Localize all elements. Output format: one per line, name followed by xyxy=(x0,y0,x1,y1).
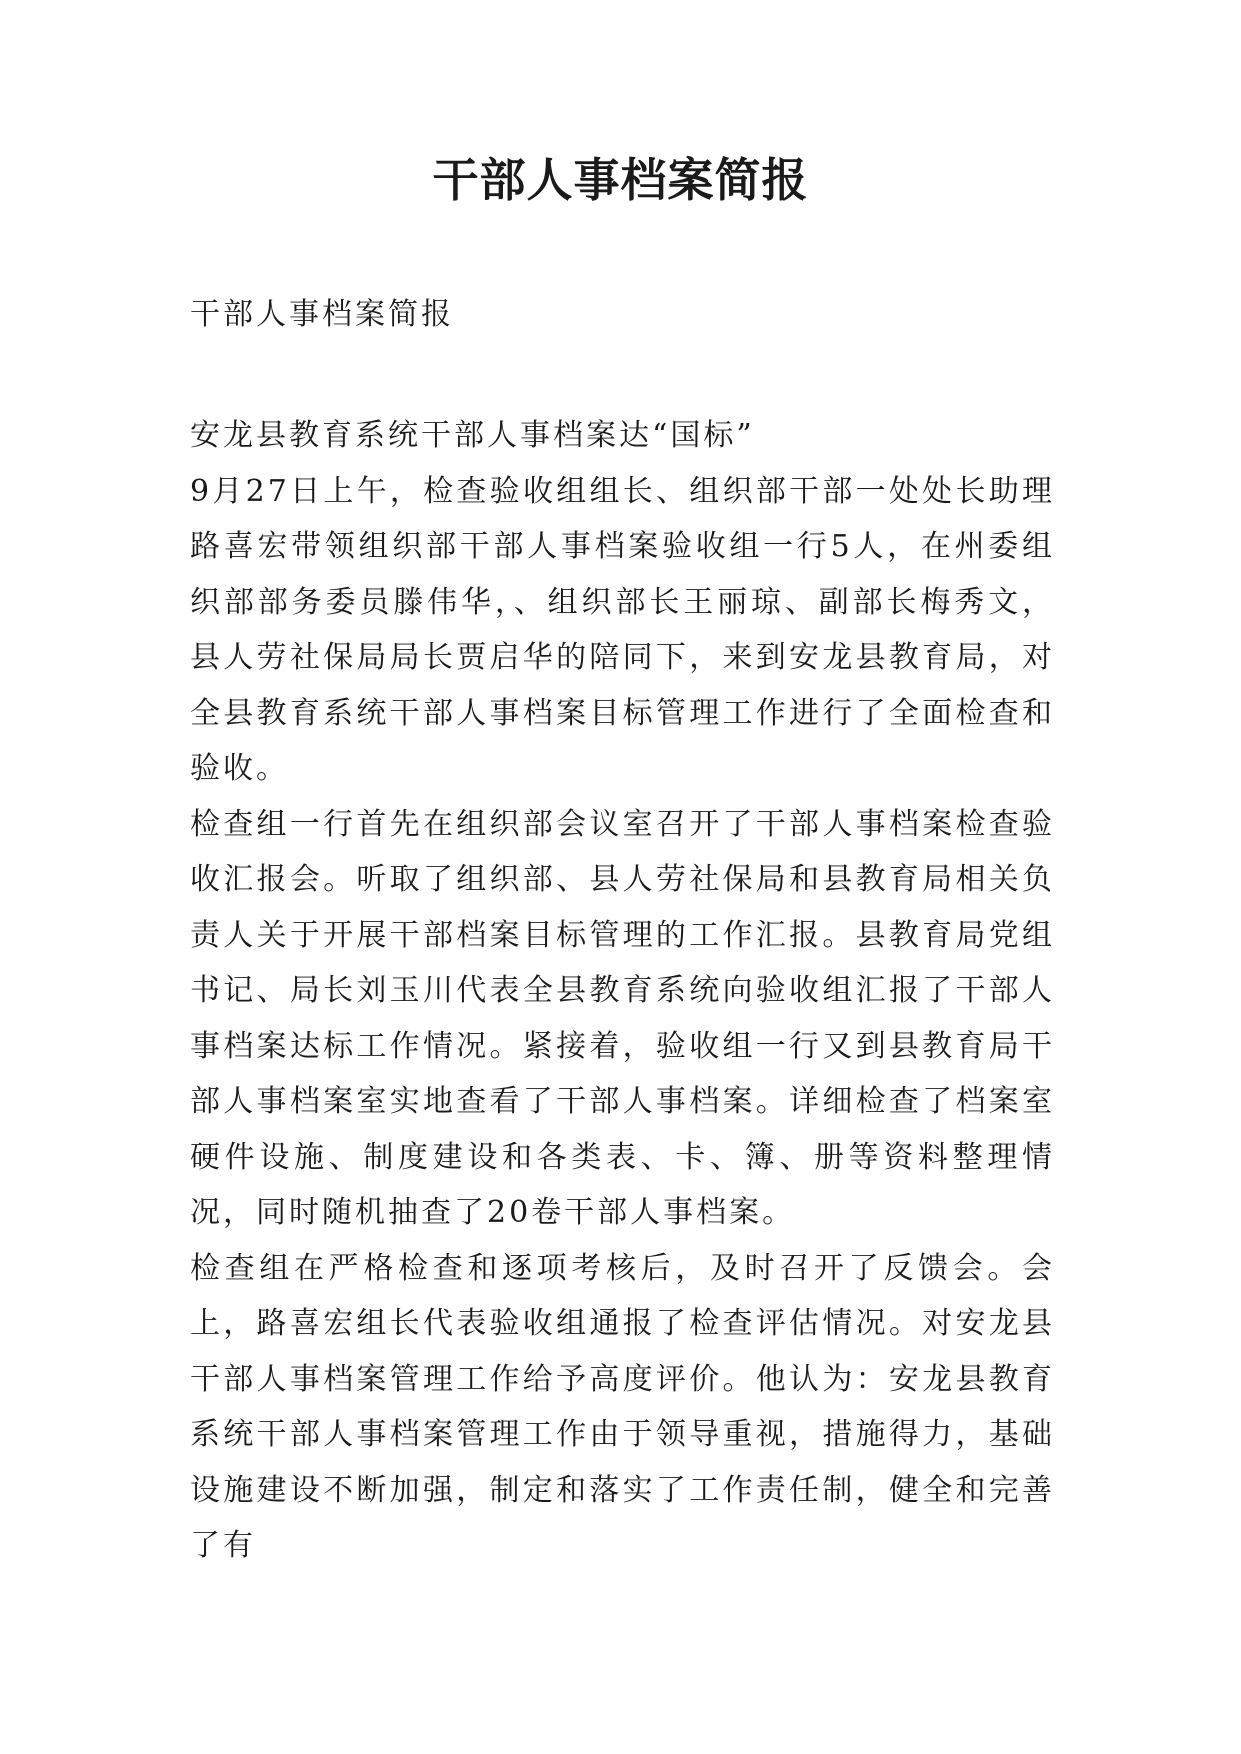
paragraph-heading: 安龙县教育系统干部人事档案达“国标” xyxy=(190,418,755,453)
document-body xyxy=(190,408,1055,1574)
document-title: 干部人事档案简报 xyxy=(432,153,809,207)
document-subtitle: 干部人事档案简报 xyxy=(190,297,454,332)
paragraph: 检查组在严格检查和逐项考核后，及时召开了反馈会。会上，路喜宏组长代表验收组通报了检查评估情况。对安龙县干部人事档案管理工作给予高度评价。他认为：安龙县教育系统干部人事档案管理工作由于领导重视，措施得力，基础设施建设不断加强，制定和落实了工作责任制，健全和完善了有 xyxy=(190,1250,1055,1563)
paragraph: 检查组一行首先在组织部会议室召开了干部人事档案检查验收汇报会。听取了组织部、县人劳社保局和县教育局相关负责人关于开展干部档案目标管理的工作汇报。县教育局党组书记、局长刘玉川代表全县教育系统向验收组汇报了干部人事档案达标工作情况。紧接着，验收组一行又到县教育局干部人事档案室实地查看了干部人事档案。详细检查了档案室硬件设施、制度建设和各类表、卡、簿、册等资料整理情况，同时随机抽查了20卷干部人事档案。 xyxy=(190,806,1055,1230)
paragraph: 9月27日上午，检查验收组组长、组织部干部一处处长助理路喜宏带领组织部干部人事档案验收组一行5人，在州委组织部部务委员滕伟华，、组织部长王丽琼、副部长梅秀文，县人劳社保局局长贾启华的陪同下，来到安龙县教育局，对全县教育系统干部人事档案目标管理工作进行了全面检查和验收。 xyxy=(190,473,1055,786)
